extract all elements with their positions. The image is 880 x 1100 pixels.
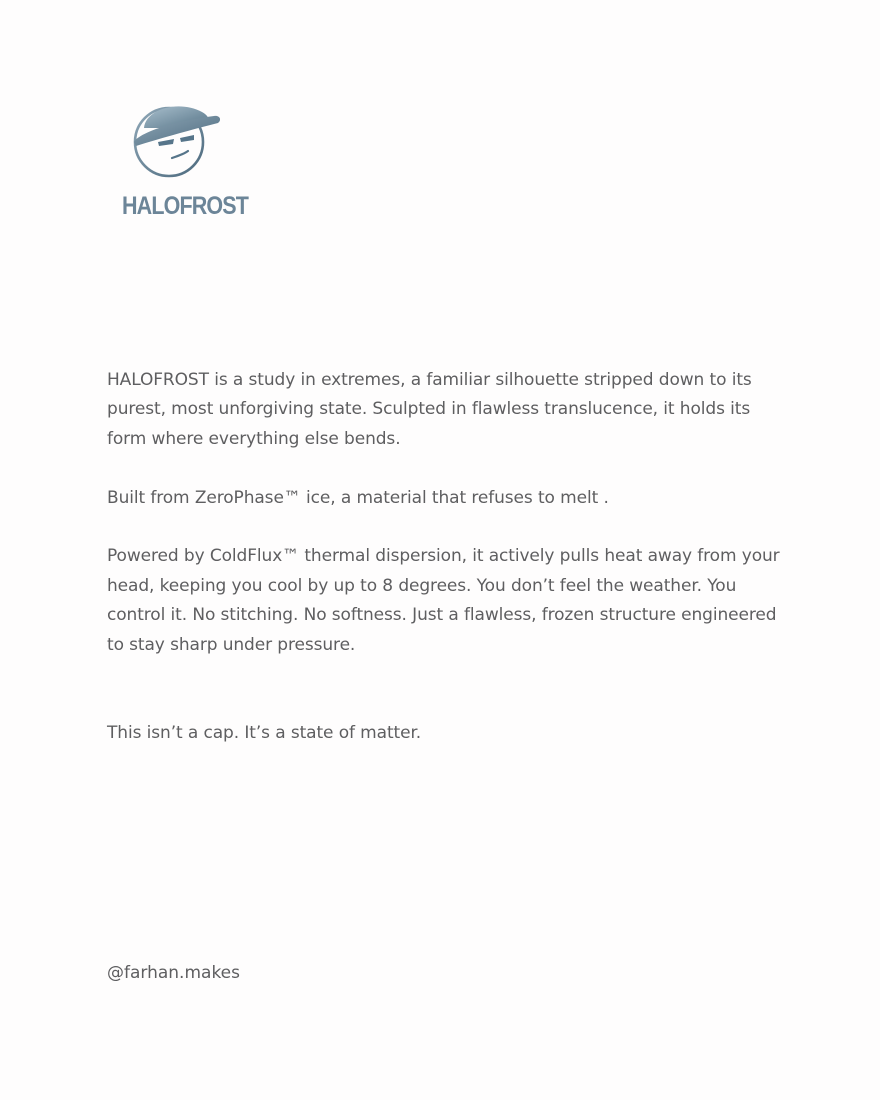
technology-paragraph: Powered by ColdFlux™ thermal dispersion, it actively pulls heat away from your head, keeping you cool by up to 8 degrees. You don’t feel the weather. You control it. No stitching. No softness. Just a flawless, frozen structure engineered to stay sharp under pressure. <box>107 546 780 655</box>
material-paragraph: Built from ZeroPhase™ ice, a material that refuses to melt . <box>107 487 609 508</box>
frost-face-cap-icon <box>128 98 220 182</box>
brand-logo <box>118 98 249 224</box>
brand-wordmark: HALOFROST <box>122 192 249 220</box>
tagline-paragraph: This isn’t a cap. It’s a state of matter. <box>107 722 422 743</box>
intro-paragraph: HALOFROST is a study in extremes, a familiar silhouette stripped down to its purest, most unforgiving state. Sculpted in flawless translucence, it holds its form where everything else bends. <box>107 370 752 449</box>
product-description <box>107 366 787 778</box>
author-handle: @farhan.makes <box>107 963 240 983</box>
